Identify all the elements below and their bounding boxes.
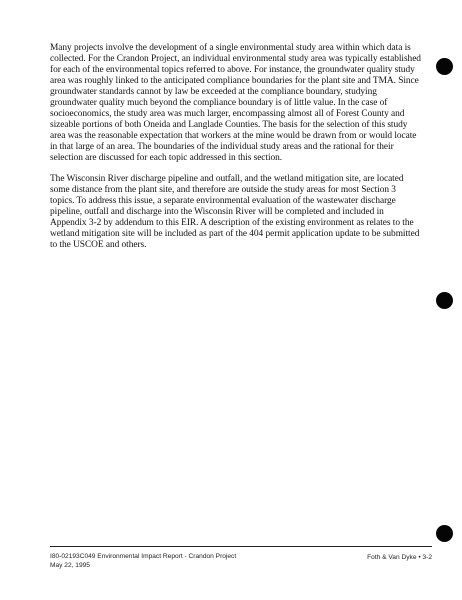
punch-hole-top (436, 58, 453, 75)
punch-hole-bottom (436, 525, 453, 542)
footer-left (50, 552, 236, 570)
footer-document-id: I80-02193C049 Environmental Impact Report - Crandon Project (50, 553, 237, 560)
footer-divider (50, 546, 432, 547)
paragraph-study-areas: Many projects involve the development of a single environmental study area within which data is collected. For the Crandon Project, an individual environmental study area was typically established for each of the environmental topics referred to above. For instance, the groundwater quality study area was roughly linked to the anticipated compliance boundaries for the plant site and TMA. Since groundwater standards cannot by law be exceeded at the compliance boundary, studying groundwater quality much beyond the compliance boundary is of little value. In the case of socioeconomics, the study area was much larger, encompassing almost all of Forest County and sizeable portions of both Oneida and Langlade Counties. The basis for the selection of this study area was the reasonable expectation that workers at the mine would be drawn from or would locate in that large of an area. The boundaries of the individual study areas and the rational for their selection are discussed for each topic addressed in this section. (50, 43, 421, 164)
footer-date: May 22, 1995 (50, 562, 90, 569)
footer-page-number: Foth & Van Dyke • 3-2 (367, 554, 432, 561)
paragraph-wisconsin-river: The Wisconsin River discharge pipeline and outfall, and the wetland mitigation site, are located some distance from the plant site, and therefore are outside the study areas for most Section 3 topics. To address this issue, a separate environmental evaluation of the wastewater discharge pipeline, outfall and discharge into the Wisconsin River will be completed and included in Appendix 3-2 by addendum to this EIR. A description of the existing environment as relates to the wetland mitigation site will be included as part of the 404 permit application update to be submitted to the USCOE and others. (50, 173, 420, 250)
body-text (50, 43, 422, 260)
punch-hole-middle (436, 292, 453, 309)
